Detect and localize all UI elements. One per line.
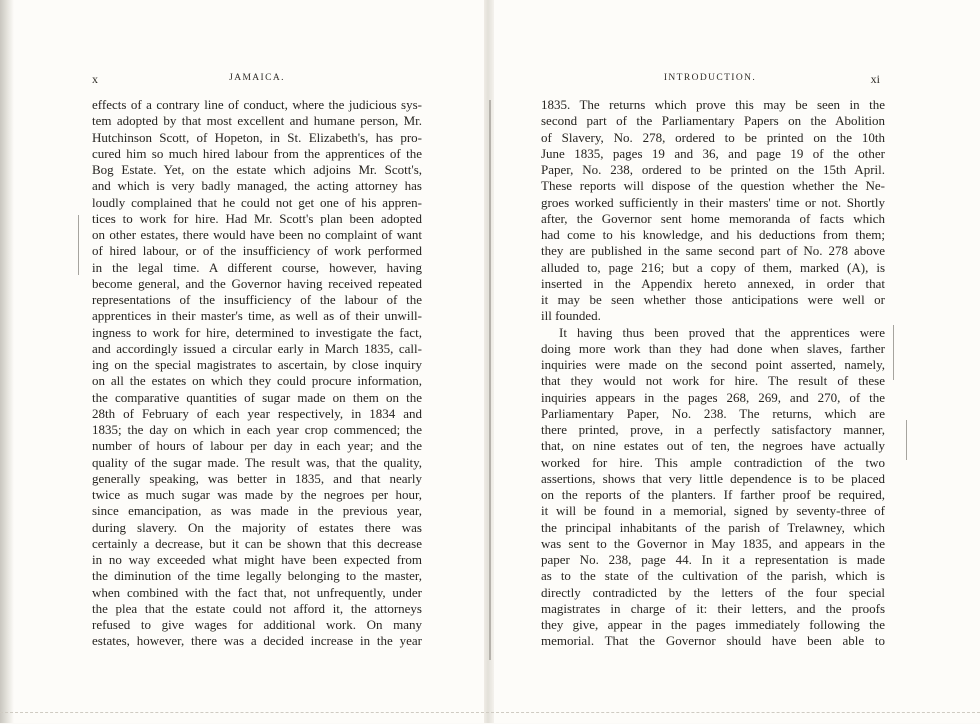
text-line: 28th of February of each year respectively, in 1834 and — [92, 405, 422, 421]
text-line: directly contradicted by the letters of the four special — [541, 584, 885, 600]
text-line: memorial. That the Governor should have been able to — [541, 633, 885, 649]
text-line: on other estates, there would have been no complaint of want — [92, 227, 422, 242]
text-line: after, the Governor sent home memoranda of facts which — [541, 210, 885, 226]
text-line: ing on the special magistrates to ascertain, by close inquiry — [92, 357, 422, 372]
left-page-number: x — [92, 72, 98, 86]
text-line: become general, and the Governor having received repeated — [92, 275, 422, 291]
text-line: tem adopted by that most excellent and humane person, Mr. — [92, 113, 422, 129]
text-line: that, on nine estates out of ten, the negroes have actually — [541, 438, 885, 454]
text-line: June 1835, pages 19 and 36, and page 19 of the other — [541, 145, 885, 161]
text-line: 1835. The returns which prove this may be seen in the — [541, 97, 885, 112]
right-page-text — [541, 97, 885, 650]
text-line: doing more work than they had done when slaves, farther — [541, 340, 885, 356]
text-line: and accordingly issued a circular early in March 1835, call- — [92, 340, 422, 356]
text-line: Bog Estate. Yet, on the estate which adjoins Mr. Scott's, — [92, 162, 422, 177]
text-line: estates, however, there was a decided increase in the year — [92, 633, 422, 649]
text-line: inserted in the Appendix hereto annexed, in order that — [541, 275, 885, 291]
text-line: they give, appear in the pages immediately following the — [541, 617, 885, 632]
left-edge-shadow — [0, 0, 14, 723]
text-line: inquiries appears in the pages 268, 269, and 270, of the — [541, 389, 885, 405]
text-line: paper No. 238, page 44. In it a representation is made — [541, 552, 885, 567]
text-line: alluded to, page 216; but a copy of them, marked (A), is — [541, 259, 885, 275]
text-line: number of hours of labour per day in each year; and the — [92, 438, 422, 454]
text-line: representations of the insufficiency of the labour of the — [92, 292, 422, 307]
text-line: Paper, No. 238, ordered to be printed on the 15th April. — [541, 162, 885, 177]
text-line: the plea that the estate could not afford it, the attorneys — [92, 600, 422, 616]
text-line: twice as much sugar was made by the negroes per hour, — [92, 487, 422, 502]
paragraph-start-line: It having thus been proved that the apprentices were — [559, 324, 885, 340]
text-line: it may be seen whether those anticipations were well or — [541, 292, 885, 307]
text-line: the principal inhabitants of the parish of Trelawney, which — [541, 519, 885, 535]
left-page-text — [92, 97, 422, 650]
right-running-title: INTRODUCTION. — [663, 73, 757, 83]
text-line: during slavery. On the majority of estates there was — [92, 519, 422, 535]
left-running-head — [92, 72, 422, 88]
text-line: of Slavery, No. 278, ordered to be printed on the 10th — [541, 129, 885, 145]
text-line: they are published in the same second part of No. 278 above — [541, 243, 885, 259]
text-line: 1835; the day on which in each year crop commenced; the — [92, 422, 422, 437]
right-running-head — [540, 72, 880, 88]
text-line: refused to give wages for additional work. On many — [92, 617, 422, 632]
text-line: Hutchinson Scott, of Hopeton, in St. Elizabeth's, has pro- — [92, 129, 422, 145]
text-line: assertions, shows that very little dependence is to be placed — [541, 470, 885, 486]
text-line: ill founded. — [541, 308, 601, 324]
text-line: that they would not work for hire. The result of these — [541, 373, 885, 389]
text-line: worked for hire. This ample contradiction of the two — [541, 454, 885, 470]
text-line: apprentices in their master's time, as well as of their unwill- — [92, 308, 422, 324]
text-line: generally speaking, was better in 1835, and that nearly — [92, 470, 422, 486]
text-line: magistrates in charge of it: their letters, and the proofs — [541, 600, 885, 616]
text-line: These reports will dispose of the question whether the Ne- — [541, 178, 885, 194]
right-page-number: xi — [870, 72, 880, 86]
text-line: of hired labour, or of the insufficiency of work performed — [92, 243, 422, 259]
text-line: it will be found in a memorial, signed by seventy-three of — [541, 503, 885, 519]
margin-mark — [893, 325, 894, 380]
margin-mark — [78, 215, 79, 275]
text-line: on the reports of the planters. If farther proof be required, — [541, 487, 885, 502]
text-line: certainly a decrease, but it can be shown that this decrease — [92, 535, 422, 551]
text-line: was sent to the Governor in May 1835, and appears in the — [541, 535, 885, 551]
text-line: loudly complained that he could not get one of his appren- — [92, 194, 422, 210]
text-line: as to the state of the cultivation of the parish, which is — [541, 568, 885, 584]
text-line: quality of the sugar made. The result was, that the quality, — [92, 454, 422, 470]
text-line: second part of the Parliamentary Papers on the Abolition — [541, 113, 885, 129]
text-line: inquiries were made on the second point asserted, namely, — [541, 357, 885, 372]
text-line: since emancipation, as was made in the previous year, — [92, 503, 422, 519]
text-line: effects of a contrary line of conduct, where the judicious sys- — [92, 97, 422, 112]
gutter-shadow-line — [489, 100, 491, 660]
text-line: ingness to work for hire, determined to investigate the fact, — [92, 324, 422, 340]
text-line: when combined with the fact that, not unfrequently, under — [92, 584, 422, 600]
bottom-edge — [0, 712, 980, 724]
text-line: had come to his knowledge, and his deductions from them; — [541, 227, 885, 242]
text-line: the diminution of the time legally belonging to the master, — [92, 568, 422, 584]
text-line: and which is very badly managed, the acting attorney has — [92, 178, 422, 194]
text-line: tices to work for hire. Had Mr. Scott's plan been adopted — [92, 210, 422, 226]
text-line: in no way exceeded what might have been expected from — [92, 552, 422, 567]
text-line: cured him so much hired labour from the apprentices of the — [92, 145, 422, 161]
left-running-title: JAMAICA. — [229, 73, 285, 83]
text-line: the comparative quantities of sugar made on them on the — [92, 389, 422, 405]
text-line: on all the estates on which they could procure information, — [92, 373, 422, 389]
margin-mark — [906, 420, 907, 460]
text-line: Parliamentary Paper, No. 238. The returns, which are — [541, 405, 885, 421]
text-line: groes worked sufficiently in their masters' time or not. Shortly — [541, 194, 885, 210]
text-line: there printed, prove, in a perfectly satisfactory manner, — [541, 422, 885, 437]
text-line: in the legal time. A different course, however, having — [92, 259, 422, 275]
